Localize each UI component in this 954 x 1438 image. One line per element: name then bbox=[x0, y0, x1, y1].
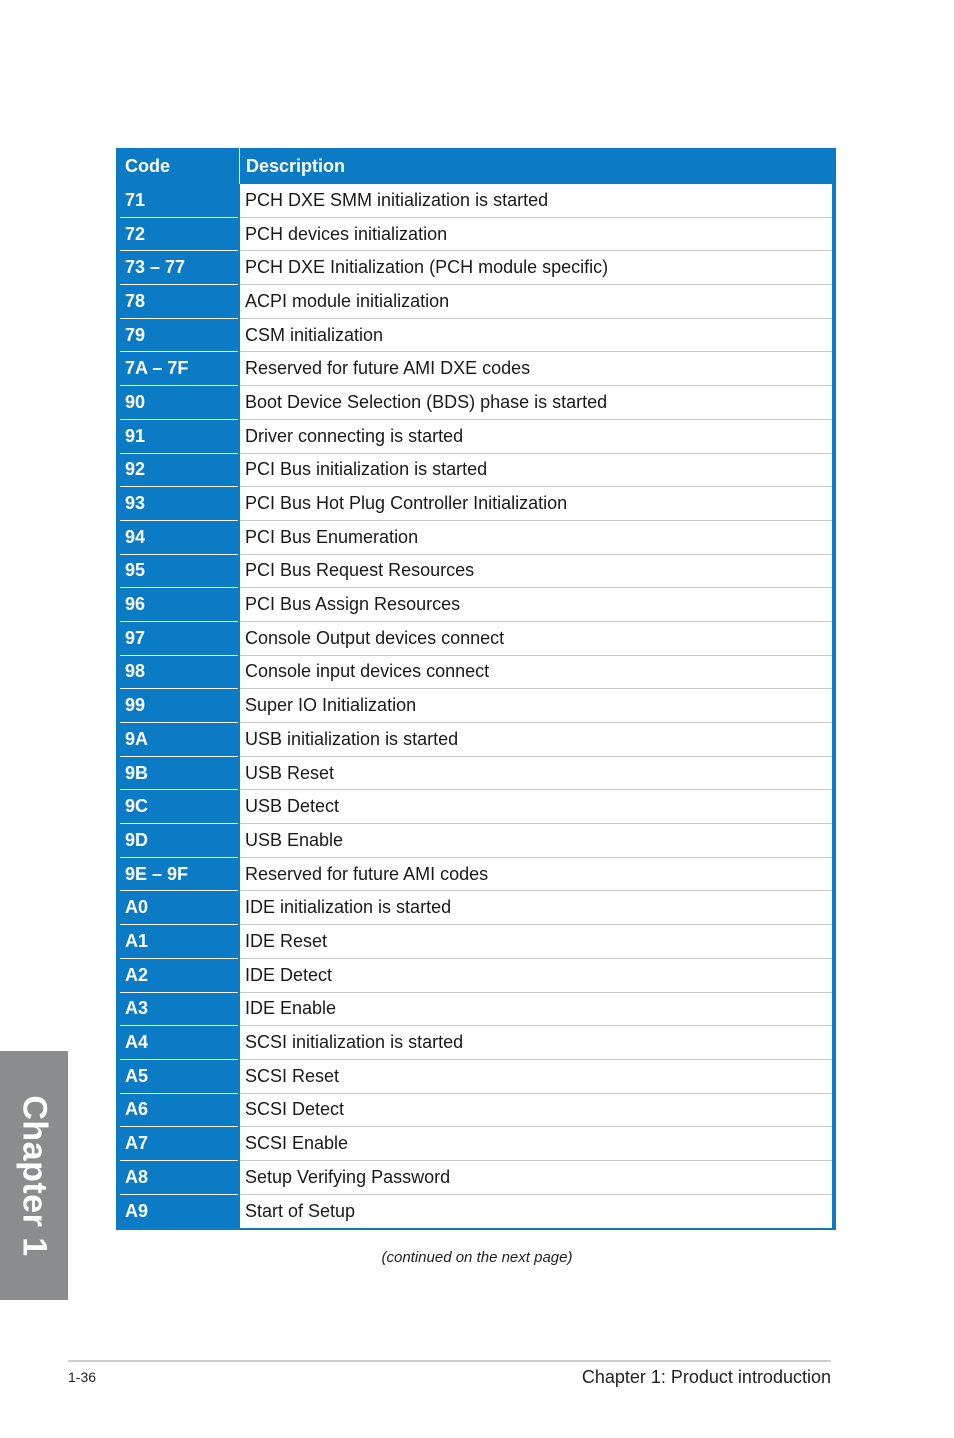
code-cell: A4 bbox=[120, 1026, 238, 1060]
table-row bbox=[120, 993, 832, 1027]
description-cell: PCI Bus Enumeration bbox=[240, 521, 832, 555]
code-cell: A5 bbox=[120, 1060, 238, 1094]
description-cell: Reserved for future AMI codes bbox=[240, 858, 832, 892]
table-row bbox=[120, 352, 832, 386]
table-row bbox=[120, 757, 832, 791]
code-cell: A0 bbox=[120, 891, 238, 925]
code-cell: 92 bbox=[120, 454, 238, 488]
code-cell: 94 bbox=[120, 521, 238, 555]
table-row bbox=[120, 689, 832, 723]
table-row bbox=[120, 1195, 832, 1229]
code-cell: A6 bbox=[120, 1094, 238, 1128]
description-cell: USB Enable bbox=[240, 824, 832, 858]
description-cell: PCI Bus Hot Plug Controller Initialization bbox=[240, 487, 832, 521]
description-cell: IDE Reset bbox=[240, 925, 832, 959]
description-cell: Super IO Initialization bbox=[240, 689, 832, 723]
table-row bbox=[120, 858, 832, 892]
table-row bbox=[120, 622, 832, 656]
table-row bbox=[120, 891, 832, 925]
description-cell: Boot Device Selection (BDS) phase is started bbox=[240, 386, 832, 420]
description-cell: PCI Bus Request Resources bbox=[240, 555, 832, 589]
description-cell: SCSI Reset bbox=[240, 1060, 832, 1094]
description-cell: Console Output devices connect bbox=[240, 622, 832, 656]
chapter-side-tab-label: Chapter 1 bbox=[15, 1095, 54, 1257]
table-row bbox=[120, 251, 832, 285]
table-row bbox=[120, 386, 832, 420]
description-cell: Start of Setup bbox=[240, 1195, 832, 1229]
description-cell: PCH DXE Initialization (PCH module specific) bbox=[240, 251, 832, 285]
code-cell: 96 bbox=[120, 588, 238, 622]
code-cell: 7A – 7F bbox=[120, 352, 238, 386]
code-cell: A3 bbox=[120, 993, 238, 1027]
table-row bbox=[120, 1127, 832, 1161]
code-cell: A9 bbox=[125, 1200, 149, 1221]
code-cell: 99 bbox=[120, 689, 238, 723]
table-row bbox=[120, 959, 832, 993]
description-cell: IDE Enable bbox=[240, 993, 832, 1027]
table-row bbox=[120, 723, 832, 757]
table-row bbox=[120, 790, 832, 824]
description-cell: USB Reset bbox=[240, 757, 832, 791]
code-cell: 91 bbox=[120, 420, 238, 454]
footer-divider bbox=[68, 1360, 831, 1362]
table-row bbox=[120, 656, 832, 690]
post-code-table bbox=[116, 148, 836, 1230]
table-row bbox=[120, 588, 832, 622]
table-row bbox=[120, 1094, 832, 1128]
table-row bbox=[120, 824, 832, 858]
page-number: 1-36 bbox=[68, 1369, 97, 1385]
table-row bbox=[120, 1161, 832, 1195]
description-cell: IDE Detect bbox=[240, 959, 832, 993]
code-cell: 98 bbox=[120, 656, 238, 690]
description-cell: PCI Bus Assign Resources bbox=[240, 588, 832, 622]
code-cell: A7 bbox=[120, 1127, 238, 1161]
description-cell: Driver connecting is started bbox=[240, 420, 832, 454]
table-row bbox=[120, 521, 832, 555]
description-cell: SCSI initialization is started bbox=[240, 1026, 832, 1060]
table-row bbox=[120, 487, 832, 521]
description-cell: Setup Verifying Password bbox=[240, 1161, 832, 1195]
description-cell: USB initialization is started bbox=[240, 723, 832, 757]
description-cell: PCI Bus initialization is started bbox=[240, 454, 832, 488]
code-cell: A8 bbox=[120, 1161, 238, 1195]
code-cell: 90 bbox=[120, 386, 238, 420]
code-cell: 97 bbox=[120, 622, 238, 656]
code-cell: 9A bbox=[120, 723, 238, 757]
table-row bbox=[120, 555, 832, 589]
description-cell: ACPI module initialization bbox=[240, 285, 832, 319]
code-cell: 79 bbox=[120, 319, 238, 353]
table-row bbox=[120, 184, 832, 218]
table-row bbox=[120, 454, 832, 488]
description-cell: IDE initialization is started bbox=[240, 891, 832, 925]
description-cell: PCH devices initialization bbox=[240, 218, 832, 252]
code-cell: 9D bbox=[120, 824, 238, 858]
table-row bbox=[120, 925, 832, 959]
code-cell: 9B bbox=[120, 757, 238, 791]
description-cell: Reserved for future AMI DXE codes bbox=[240, 352, 832, 386]
table-row bbox=[120, 420, 832, 454]
table-row bbox=[120, 1060, 832, 1094]
description-cell: SCSI Enable bbox=[240, 1127, 832, 1161]
description-cell: CSM initialization bbox=[240, 319, 832, 353]
code-cell: 72 bbox=[120, 218, 238, 252]
table-body bbox=[120, 184, 832, 1228]
footer-chapter-title: Chapter 1: Product introduction bbox=[581, 1367, 831, 1387]
code-cell: 9C bbox=[120, 790, 238, 824]
description-cell: USB Detect bbox=[240, 790, 832, 824]
table-header-row bbox=[120, 148, 832, 184]
code-cell: 78 bbox=[120, 285, 238, 319]
code-cell: 9E – 9F bbox=[120, 858, 238, 892]
table-row bbox=[120, 218, 832, 252]
code-cell: A1 bbox=[120, 925, 238, 959]
code-cell: 73 – 77 bbox=[120, 251, 238, 285]
code-cell: 93 bbox=[120, 487, 238, 521]
continued-note: (continued on the next page) bbox=[381, 1249, 573, 1266]
code-cell: 95 bbox=[120, 555, 238, 589]
code-cell: A2 bbox=[120, 959, 238, 993]
chapter-side-tab bbox=[0, 1051, 68, 1300]
description-cell: SCSI Detect bbox=[240, 1094, 832, 1128]
description-cell: PCH DXE SMM initialization is started bbox=[240, 184, 832, 218]
header-description: Description bbox=[239, 148, 832, 184]
table-row bbox=[120, 285, 832, 319]
table-row bbox=[120, 1026, 832, 1060]
description-cell: Console input devices connect bbox=[240, 656, 832, 690]
header-code: Code bbox=[125, 155, 170, 176]
table-row bbox=[120, 319, 832, 353]
code-cell: 71 bbox=[120, 184, 238, 218]
